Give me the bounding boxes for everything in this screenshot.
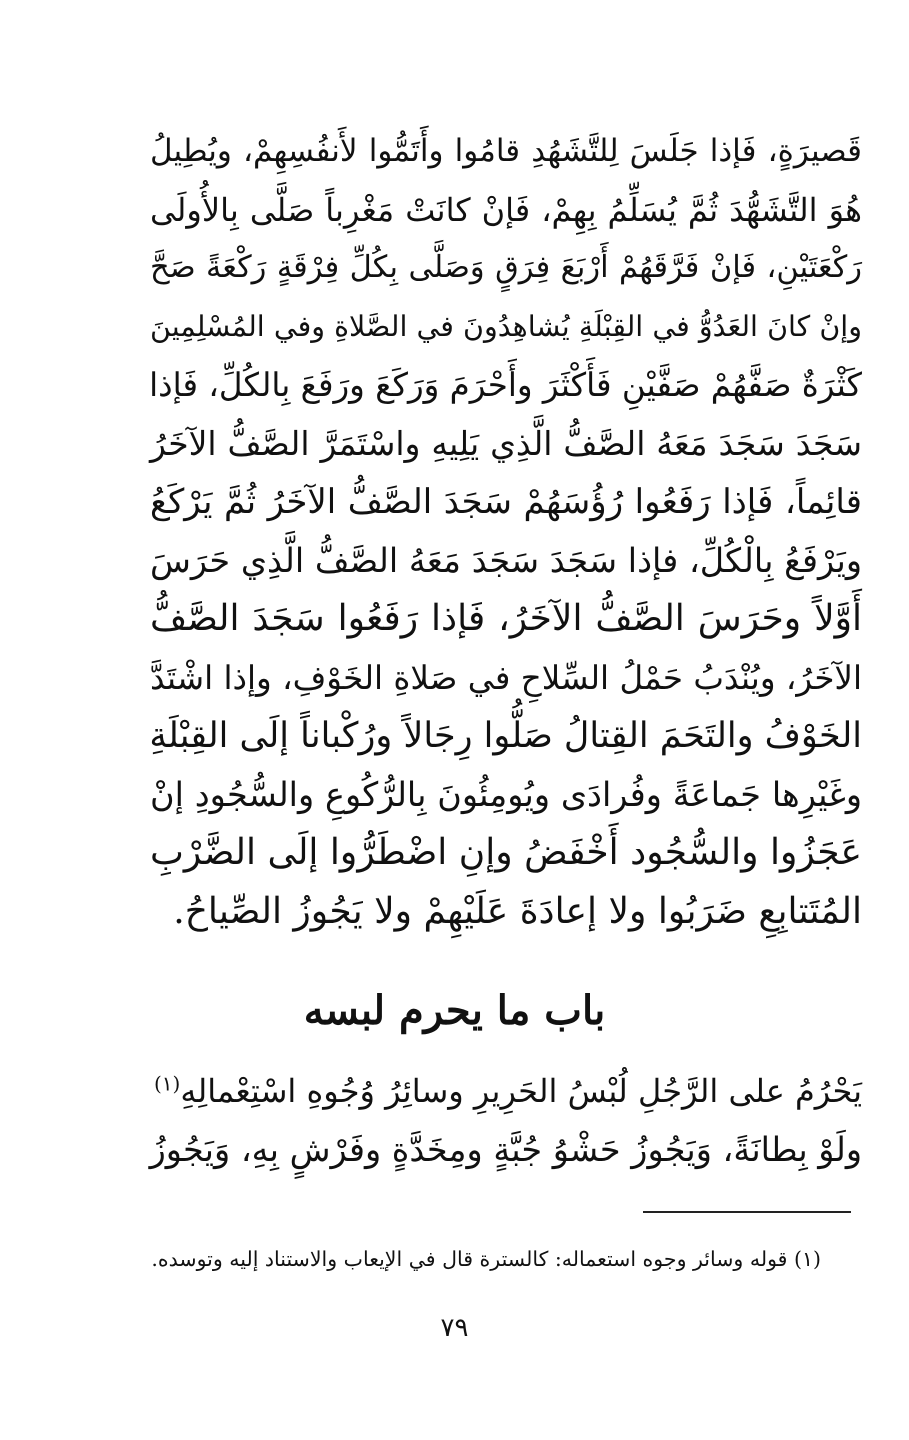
text-line: كَثْرَةٌ صَفَّهُمْ صَفَّيْنِ فَأَكْثَرَ وأَحْرَمَ وَرَكَعَ ورَفَعَ بِالكُلِّ، فَإذا (149, 366, 862, 404)
text-line: يَحْرُمُ على الرَّجُلِ لُبْسُ الحَرِيرِ وسائِرُ وُجُوهِ اسْتِعْمالِهِ (180, 1072, 862, 1110)
section-heading: باب ما يحرم لبسه (303, 987, 606, 1034)
text-line: وإنْ كانَ العَدُوُّ في القِبْلَةِ يُشاهِدُونَ في الصَّلاةِ وفي المُسْلِمِينَ (150, 309, 862, 343)
text-line: سَجَدَ سَجَدَ مَعَهُ الصَّفُّ الَّذِي يَلِيهِ واسْتَمَرَّ الصَّفُّ الآخَرُ (150, 423, 862, 463)
text-line: الخَوْفُ والتَحَمَ القِتالُ صَلُّوا رِجَالاً ورُكْباناً إلَى القِبْلَةِ (149, 716, 862, 756)
text-line-with-footnote (150, 1062, 862, 1121)
text-line: عَجَزُوا والسُّجُود أَخْفَضُ وإنِ اضْطَرُّوا إلَى الضَّرْبِ (150, 832, 862, 873)
footnote-marker[interactable]: (١) (153, 1071, 181, 1096)
text-line: هُوَ التَّشَهُّدَ ثُمَّ يُسَلِّمُ بِهِمْ، فَإنْ كانَتْ مَغْرِباً صَلَّى بِالأُولَى (150, 190, 862, 229)
text-line: الآخَرُ، ويُنْدَبُ حَمْلُ السِّلاحِ في صَلاةِ الخَوْفِ، وإذا اشْتَدَّ (150, 658, 862, 697)
text-line: قائِماً، فَإذا رَفَعُوا رُؤُسَهُمْ سَجَدَ الصَّفُّ الآخَرُ ثُمَّ يَرْكَعُ (150, 482, 862, 522)
text-line: المُتَتابِعِ ضَرَبُوا ولا إعادَةَ عَلَيْهِمْ ولا يَجُوزُ الصِّياحُ. (173, 890, 862, 932)
text-line: ويَرْفَعُ بِالْكُلِّ، فإذا سَجَدَ سَجَدَ مَعَهُ الصَّفُّ الَّذِي حَرَسَ (150, 540, 862, 580)
footnote: (١) قوله وسائر وجوه استعماله: كالسترة قال في الإيعاب والاستناد إليه وتوسده. (151, 1247, 821, 1271)
main-text-block (150, 122, 862, 941)
footnote-divider (643, 1211, 851, 1213)
page-number: ٧٩ (440, 1313, 469, 1343)
text-line: ولَوْ بِطانَةً، وَيَجُوزُ حَشْوُ جُبَّةٍ ومِخَدَّةٍ وفَرْشٍ بِهِ، وَيَجُوزُ (149, 1129, 862, 1169)
section-text-block (150, 1062, 862, 1179)
text-line: قَصيرَةٍ، فَإذا جَلَسَ لِلتَّشَهُدِ قامُوا وأَتَمُّوا لأَنفُسِهِمْ، ويُطِيلُ (150, 133, 862, 169)
text-line: وغَيْرِها جَماعَةً وفُرادَى ويُومِئُونَ بِالرُّكُوعِ والسُّجُودِ إنْ (150, 774, 862, 814)
text-line: رَكْعَتَيْنِ، فَإنْ فَرَّقَهُمْ أَرْبَعَ فِرَقٍ وَصَلَّى بِكُلِّ فِرْقَةٍ رَكْعَةً صَحَّ (150, 250, 862, 285)
text-line: أَوَّلاً وحَرَسَ الصَّفُّ الآخَرُ، فَإذا رَفَعُوا سَجَدَ الصَّفُّ (150, 598, 862, 639)
